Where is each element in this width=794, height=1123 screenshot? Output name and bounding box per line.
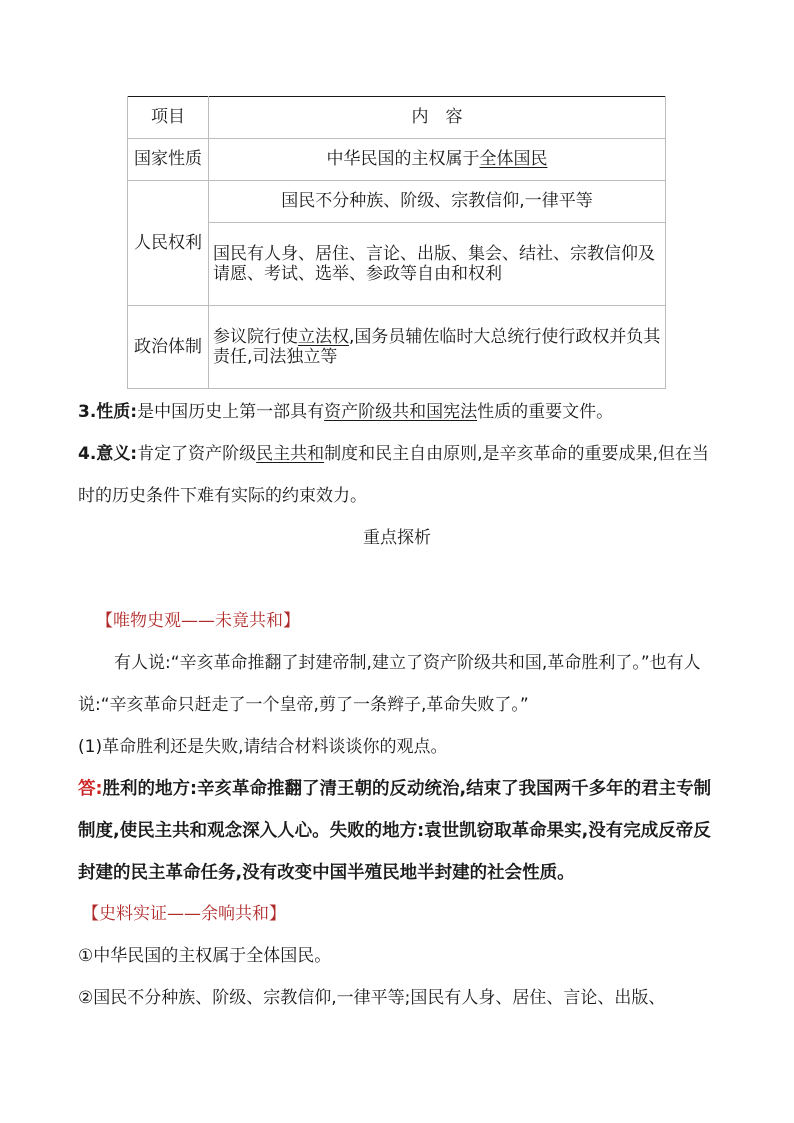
nature-text-underlined: 资产阶级共和国宪法 [324, 402, 478, 422]
row-content-rights-1: 国民不分种族、阶级、宗教信仰,一律平等 [209, 181, 666, 223]
answer-label: 答: [78, 779, 103, 799]
table-row-nature [128, 139, 666, 181]
nature-text: 中华民国的主权属于 [326, 149, 480, 170]
header-content: 内 容 [209, 97, 666, 139]
meaning-label: 4.意义: [78, 444, 138, 464]
nature-paragraph [78, 391, 718, 433]
meaning-text-underlined: 民主共和 [256, 444, 325, 464]
table-row-rights-2 [128, 223, 666, 306]
row-content-nature [209, 139, 666, 181]
nature-label: 3.性质: [78, 402, 138, 422]
nature-text-pre: 是中国历史上第一部具有 [137, 402, 325, 422]
answer-text: 胜利的地方:辛亥革命推翻了清王朝的反动统治,结束了我国两千多年的君主专制制度,使民主共和观念深入人心。失败的地方:袁世凯窃取革命果实,没有完成反帝反封建的民主革命任务,没有改变中国半殖民地半封建的社会性质。 [78, 779, 712, 883]
row-content-rights-2: 国民有人身、居住、言论、出版、集会、结社、宗教信仰及请愿、考试、选举、参政等自由和权利 [209, 223, 666, 306]
header-item: 项目 [128, 97, 209, 139]
section1-question: (1)革命胜利还是失败,请结合材料谈谈你的观点。 [78, 737, 448, 757]
section2-item2: ②国民不分种族、阶级、宗教信仰,一律平等;国民有人身、居住、言论、出版、 [78, 988, 666, 1008]
section1-material: 有人说:“辛亥革命推翻了封建帝制,建立了资产阶级共和国,革命胜利了。”也有人说:“辛亥革命只赶走了一个皇帝,剪了一条辫子,革命失败了。” [78, 653, 701, 715]
section2-item1: ①中华民国的主权属于全体国民。 [78, 946, 332, 966]
meaning-paragraph [78, 433, 718, 517]
row-content-politics [209, 306, 666, 389]
nature-underlined: 全体国民 [479, 149, 548, 170]
politics-underlined: 立法权 [298, 326, 349, 347]
row-label-nature: 国家性质 [128, 139, 209, 181]
table-header-row [128, 97, 666, 139]
section2-title: 【史料实证——余响共和】 [82, 904, 286, 924]
table-row-politics [128, 306, 666, 389]
section1-title: 【唯物史观——未竟共和】 [96, 611, 300, 631]
key-analysis-heading: 重点探析 [363, 528, 431, 548]
meaning-text-post: 制度和民主自由原则,是辛亥革命的重要成果,但在当时的历史条件下难有实际的约束效力。 [78, 444, 709, 506]
row-label-politics: 政治体制 [128, 306, 209, 389]
meaning-text-pre: 肯定了资产阶级 [137, 444, 257, 464]
row-label-rights: 人民权利 [128, 181, 209, 306]
politics-text-pre: 参议院行使 [213, 326, 298, 347]
politics-text-post: ,国务员辅佐临时大总统行使行政权并负其责任,司法独立等 [213, 326, 661, 367]
table-row-rights-1 [128, 181, 666, 223]
nature-text-post: 性质的重要文件。 [477, 402, 614, 422]
section1-answer [78, 768, 718, 894]
provisional-constitution-table [127, 96, 666, 389]
